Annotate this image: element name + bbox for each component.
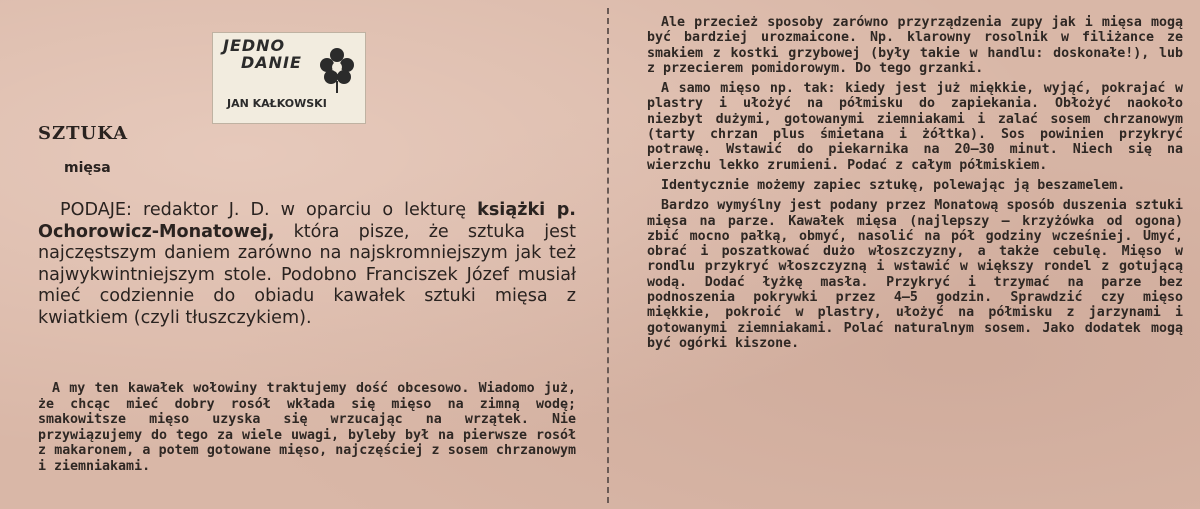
lead-bold-text: książki p. Ochorowicz-Monatowej, xyxy=(38,200,576,242)
article-body-column-2 xyxy=(647,15,1183,356)
lead-text-1: redaktor J. D. w oparciu o lekturę xyxy=(131,200,467,220)
body-paragraph: A my ten kawałek wołowiny traktujemy dość obcesowo. Wiadomo już, że chcąc mieć dobry rosół wkłada się mięso na zimną wodę; smakowitsze mięso uzyska się wrzucając na wrzątek. Nie przywiązujemy do tego za wiele uwagi, byleby był na pierwsze rosół z makaronem, a potem gotowane mięso, najczęściej z sosem chrzanowym i ziemniakami. xyxy=(38,381,576,474)
body-paragraph: Identycznie możemy zapiec sztukę, polewając ją beszamelem. xyxy=(661,177,1126,193)
body-paragraph: Ale przecież sposoby zarówno przyrządzenia zupy jak i mięsa mogą być bardziej urozmaicone. Np. klarowny rosolnik w filiżance ze smakiem z kostki grzybowej (były takie w handlu: doskonałe!), lub z przecierem pomidorowym. Do tego grzanki. xyxy=(647,15,1183,76)
logo-author: JAN KAŁKOWSKI xyxy=(227,97,327,110)
column-divider xyxy=(607,8,609,503)
body-paragraph: Bardzo wymyślny jest podany przez Monatową sposób duszenia sztuki mięsa na parze. Kawałek mięsa (najlepszy — krzyżówka od ogona) zbić mocno pałką, obmyć, nasolić na pół godziny wcześniej. Umyć, obrać i poszatkować dużo włoszczyzny, a także cebulę. Mięso w rondlu przykryć włoszczyzną i wstawić w większy rondel z gotującą wodą. Dodać łyżkę masła. Przykryć i trzymać na parze bez podnoszenia pokrywki przez 4—5 godzin. Sprawdzić czy mięso miękkie, pokroić w plastry, ułożyć na półmisku z jarzynami i gotowanymi ziemniakami. Polać naturalnym sosem. Jako dodatek mogą być ogórki kiszone. xyxy=(647,198,1183,351)
logo-title-line1: JEDNO xyxy=(223,36,286,55)
article-title: SZTUKA xyxy=(38,123,129,144)
article-body-column-1 xyxy=(38,381,576,475)
flower-icon xyxy=(315,41,359,93)
logo-title-line2: DANIE xyxy=(241,53,302,72)
body-paragraph: A samo mięso np. tak: kiedy jest już miękkie, wyjąć, pokrajać w plastry i ułożyć na półmisku do zapiekania. Obłożyć naokoło niezbyt dużymi, gotowanymi ziemniakami i zalać sosem chrzanowym (tarty chrzan plus śmietana i żółtka). Sos powinien przykryć potrawę. Wstawić do piekarnika na 20—30 minut. Niech się na wierzchu lekko zrumieni. Podać z całym półmiskiem. xyxy=(647,81,1183,173)
lead-label: PODAJE: xyxy=(60,200,132,220)
article-lead xyxy=(38,200,576,329)
article-subtitle: mięsa xyxy=(64,160,111,176)
column-logo xyxy=(212,32,366,124)
lead-text-2: która pisze, że sztuka jest najczęstszym daniem zarówno na najskromniejszym jak też najwykwintniejszym stole. Podobno Franciszek Józef musiał mieć codziennie do obiadu kawałek sztuki mięsa z kwiatkiem (czyli tłuszczykiem). xyxy=(38,221,576,328)
